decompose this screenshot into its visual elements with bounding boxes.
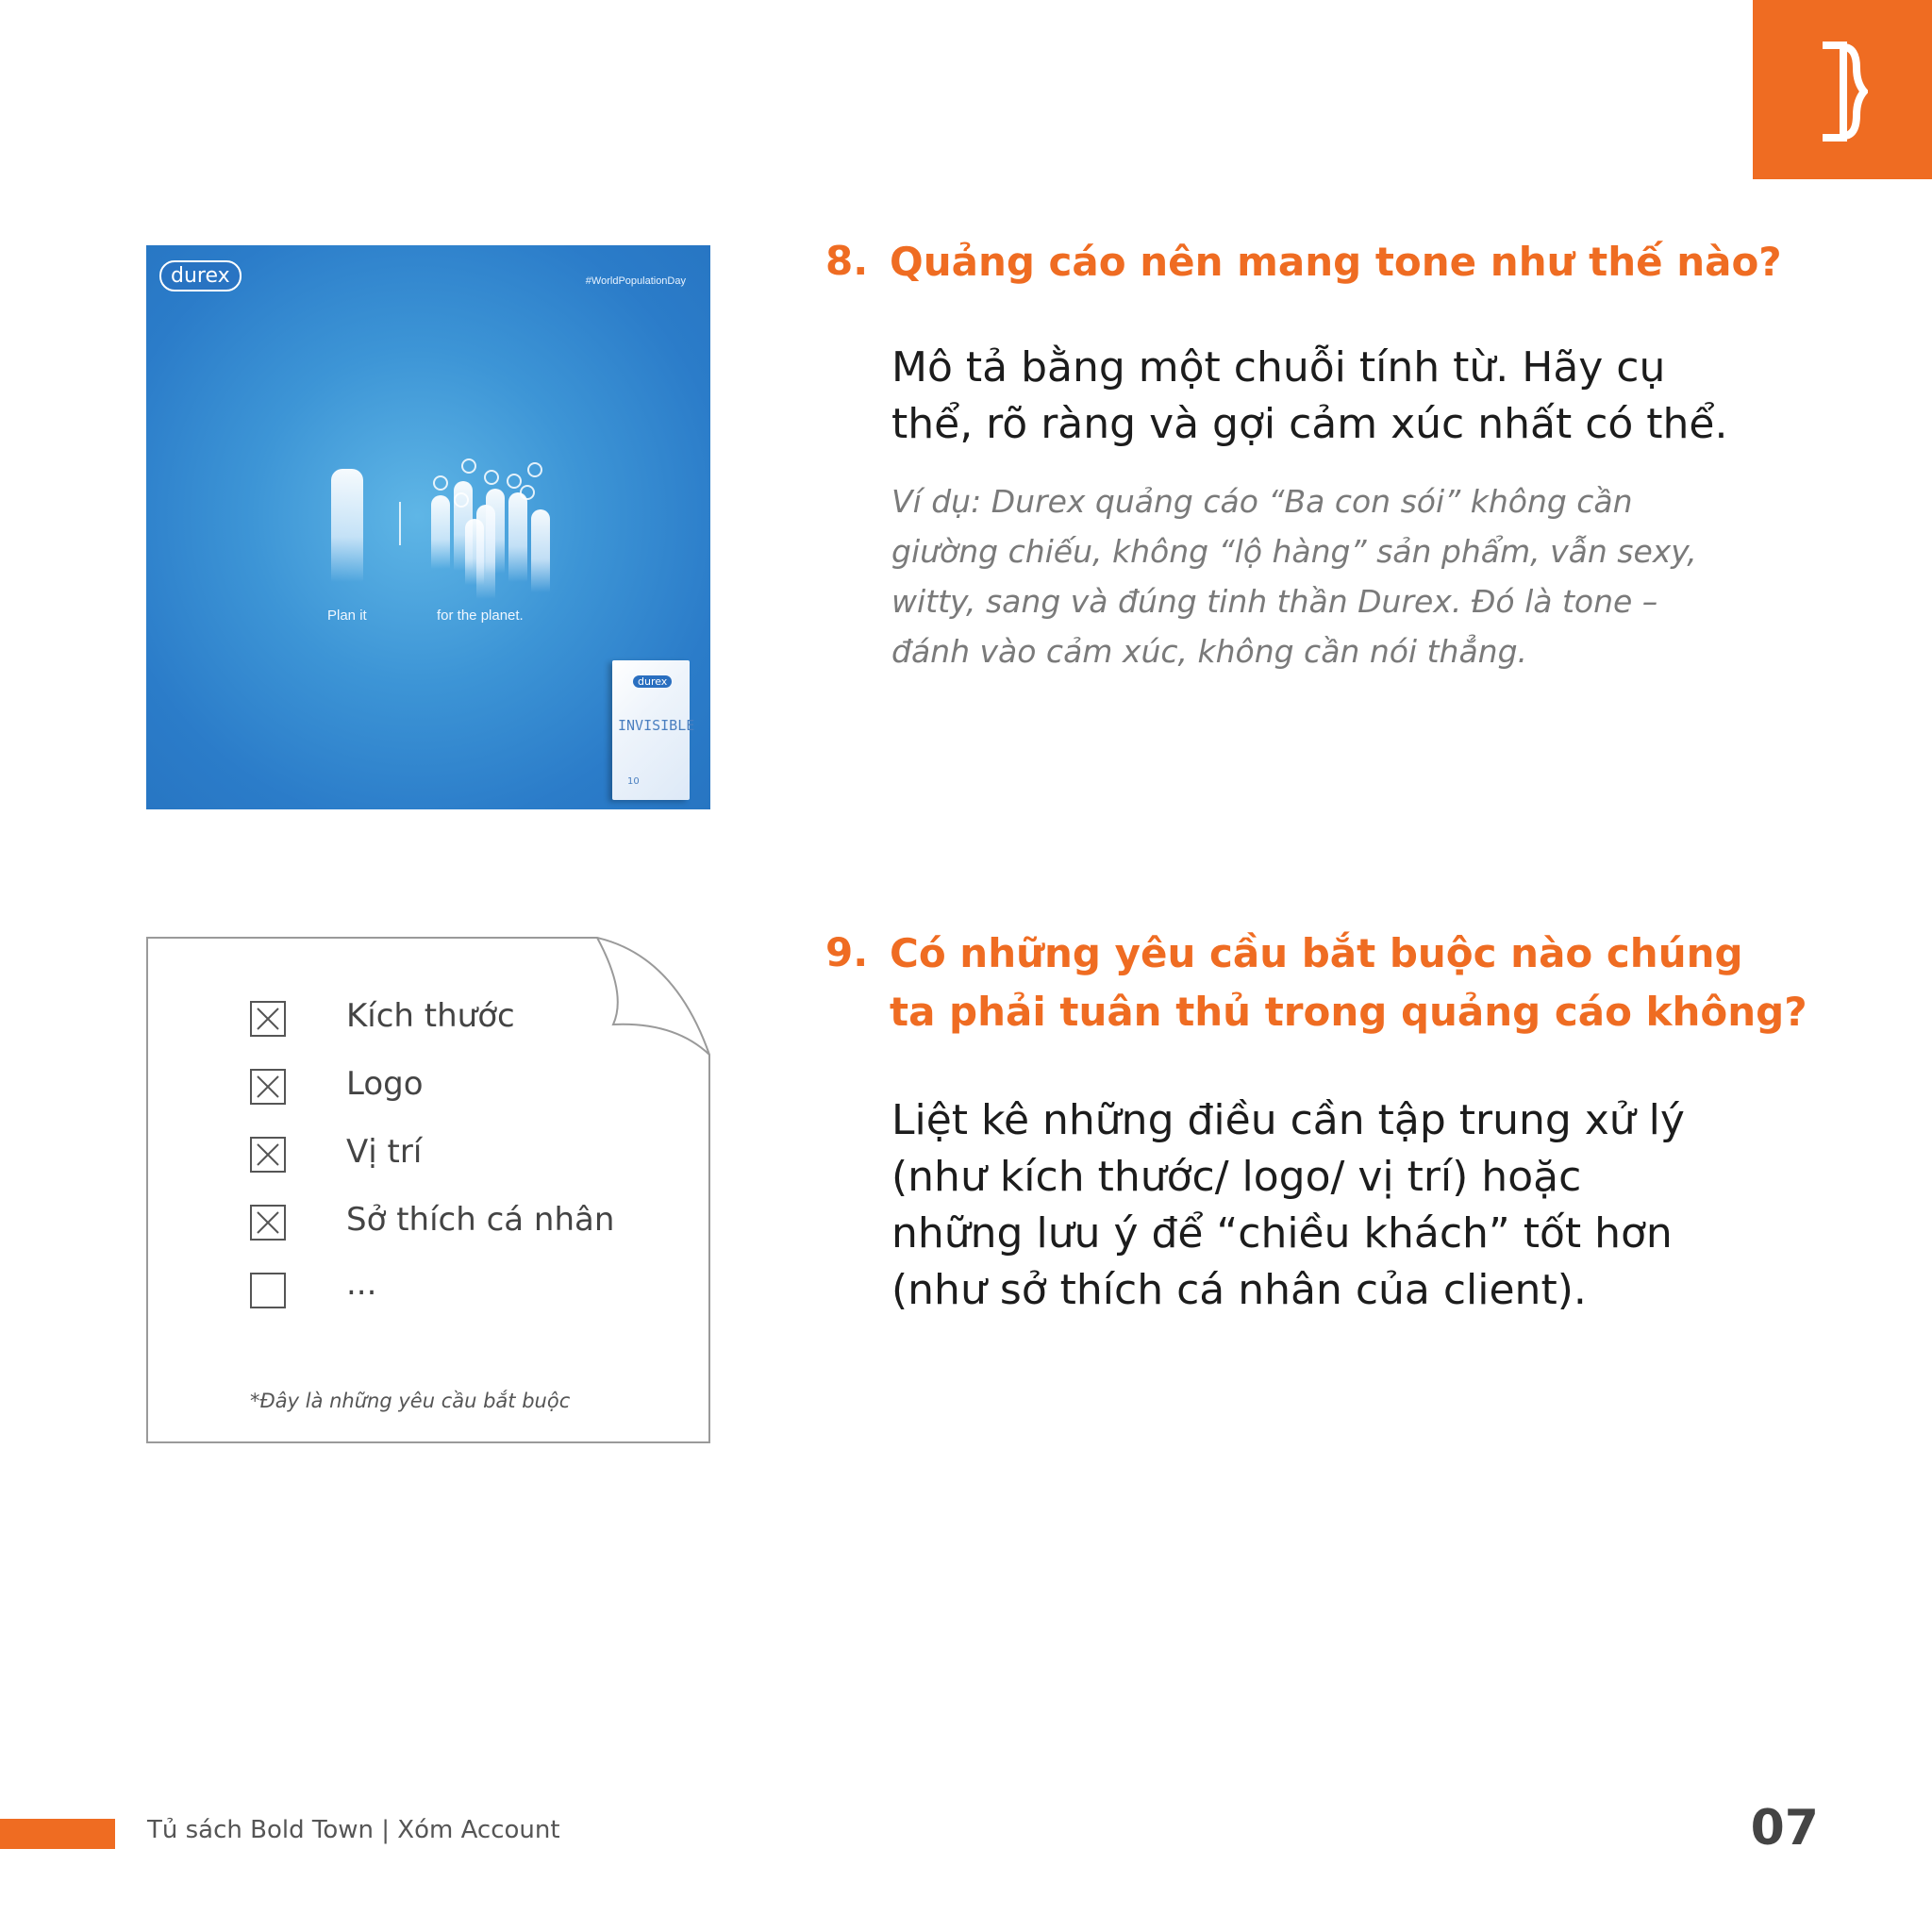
section-9-body-line: (như kích thước/ logo/ vị trí) hoặc [891, 1153, 1582, 1201]
checklist-label: Sở thích cá nhân [346, 1201, 615, 1239]
checklist-note: *Đây là những yêu cầu bắt buộc [250, 1390, 571, 1412]
checklist-label: Logo [346, 1065, 424, 1103]
section-8-body-line: thể, rõ ràng và gợi cảm xúc nhất có thể. [891, 400, 1728, 448]
bubble-shape [527, 462, 542, 477]
bubble-shape [520, 485, 535, 500]
group-condom-figure [531, 509, 550, 592]
brand-logo-block [1753, 0, 1932, 179]
group-condom-figure [508, 492, 527, 582]
section-9-number: 9. [825, 929, 869, 975]
example-line: witty, sang và đúng tinh thần Durex. Đó là tone – [891, 583, 1658, 620]
durex-logo: durex [159, 260, 242, 291]
section-9-title [890, 924, 1807, 1041]
divider-line [399, 502, 401, 545]
product-box [612, 660, 695, 800]
single-condom-figure [331, 469, 363, 582]
checklist-label: Vị trí [346, 1133, 423, 1171]
checked-box-icon[interactable] [250, 1069, 286, 1105]
page-number: 07 [1750, 1800, 1819, 1857]
bubble-shape [507, 474, 522, 489]
group-condom-figure [431, 495, 450, 569]
bubble-shape [461, 458, 476, 474]
group-condom-figure [465, 519, 484, 585]
section-8-body-line: Mô tả bằng một chuỗi tính từ. Hãy cụ [891, 343, 1666, 391]
checked-box-icon[interactable] [250, 1137, 286, 1173]
bubble-shape [484, 470, 499, 485]
checklist-label: ... [346, 1265, 377, 1303]
checklist-label: Kích thước [346, 997, 515, 1035]
bubble-shape [454, 492, 469, 508]
ad-caption-right: for the planet. [437, 608, 524, 624]
box-product-name: INVISIBLE [618, 717, 695, 734]
group-condom-figure [486, 489, 505, 574]
section-9-body-line: Liệt kê những điều cần tập trung xử lý [891, 1096, 1685, 1144]
checklist-card [146, 937, 710, 1443]
section-8-title: Quảng cáo nên mang tone như thế nào? [890, 239, 1782, 285]
section-9-title-line: ta phải tuân thủ trong quảng cáo không? [890, 989, 1807, 1035]
ad-hashtag: #WorldPopulationDay [585, 275, 686, 287]
ad-caption-left: Plan it [327, 608, 367, 624]
section-8-number: 8. [825, 238, 869, 284]
section-8-example [891, 476, 1797, 676]
section-9-body-line: những lưu ý để “chiều khách” tốt hơn [891, 1209, 1673, 1257]
checklist-item [250, 1067, 286, 1107]
checked-box-icon[interactable] [250, 1001, 286, 1037]
example-line: Ví dụ: Durex quảng cáo “Ba con sói” không cần [891, 483, 1633, 520]
checklist-item [250, 1203, 286, 1242]
example-line: giường chiếu, không “lộ hàng” sản phẩm, vẫn sexy, [891, 533, 1697, 570]
box-logo: durex [633, 675, 672, 688]
checklist-item [250, 999, 286, 1039]
checklist-item [250, 1135, 286, 1174]
durex-ad-image [146, 245, 710, 809]
section-9-body-line: (như sở thích cá nhân của client). [891, 1266, 1587, 1314]
section-8-body [891, 340, 1835, 453]
checked-box-icon[interactable] [250, 1205, 286, 1241]
checklist-item [250, 1271, 286, 1310]
bubble-shape [433, 475, 448, 491]
example-line: đánh vào cảm xúc, không cần nói thẳng. [891, 633, 1528, 670]
box-count: 10 [627, 776, 640, 787]
footer-accent-bar [0, 1819, 115, 1849]
empty-box-icon[interactable] [250, 1273, 286, 1308]
bold-town-logo-icon [1819, 40, 1868, 143]
section-9-title-line: Có những yêu cầu bắt buộc nào chúng [890, 930, 1743, 976]
section-9-body [891, 1092, 1835, 1319]
footer-text: Tủ sách Bold Town | Xóm Account [147, 1816, 560, 1844]
